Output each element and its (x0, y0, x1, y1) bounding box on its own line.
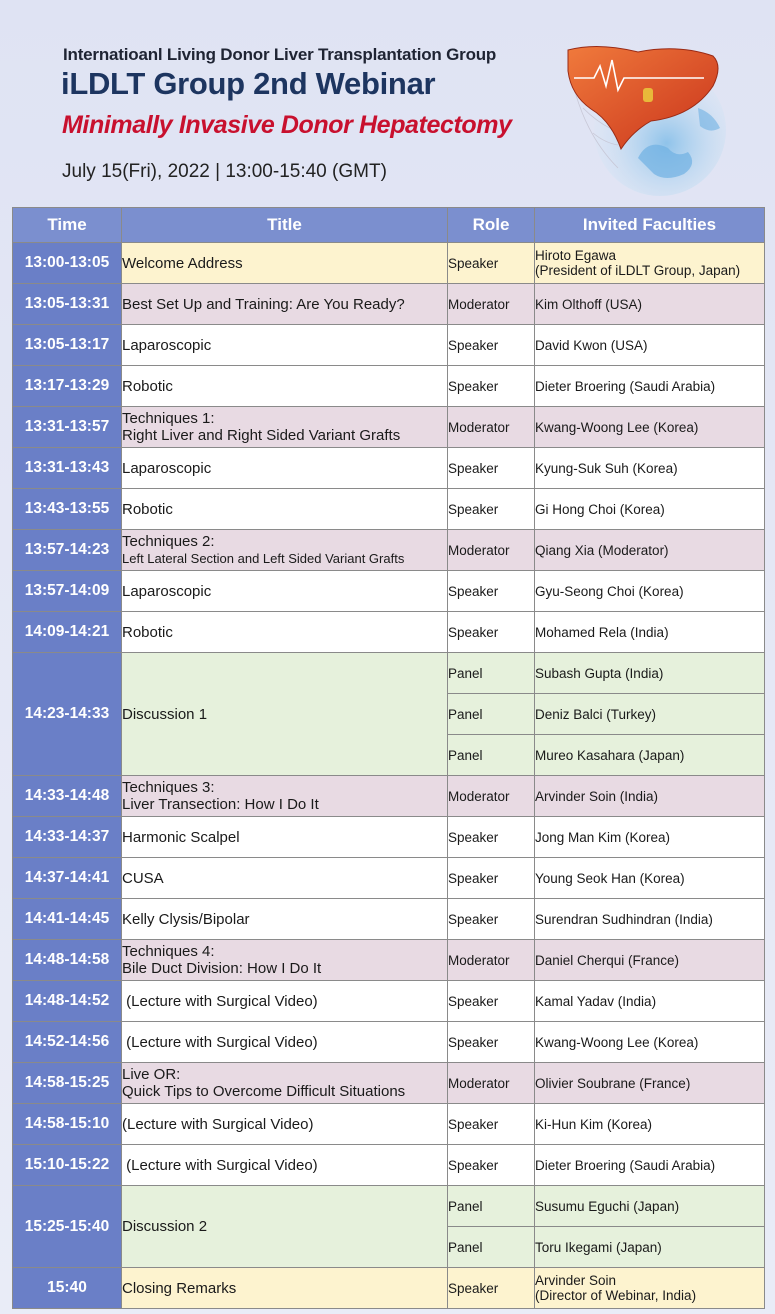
row-role: Moderator (448, 1063, 535, 1104)
row-title (122, 940, 448, 981)
row-title (122, 899, 448, 940)
webinar-subtitle: Minimally Invasive Donor Hepatectomy (62, 111, 512, 139)
row-role: Speaker (448, 1268, 535, 1309)
page-header (0, 0, 775, 205)
faculty-line: (President of iLDLT Group, Japan) (535, 263, 741, 278)
row-role: Speaker (448, 899, 535, 940)
row-faculty: Dieter Broering (Saudi Arabia) (535, 1145, 765, 1186)
title-line: (Lecture with Surgical Video) (122, 992, 318, 1010)
row-role: Panel (448, 653, 535, 694)
faculty-line: Arvinder Soin (535, 1273, 617, 1288)
row-time: 13:57-14:09 (13, 571, 122, 612)
row-faculty: Deniz Balci (Turkey) (535, 694, 765, 735)
title-line: Techniques 3: (122, 779, 215, 796)
title-line: Techniques 1: (122, 410, 215, 427)
row-role: Speaker (448, 1145, 535, 1186)
row-time: 14:58-15:25 (13, 1063, 122, 1104)
row-time: 13:00-13:05 (13, 243, 122, 284)
title-line: Techniques 2: (122, 533, 215, 550)
row-time: 14:48-14:58 (13, 940, 122, 981)
header-title: Title (122, 208, 448, 243)
row-role: Speaker (448, 489, 535, 530)
row-faculty: Kwang-Woong Lee (Korea) (535, 1022, 765, 1063)
organization-name: Internatioanl Living Donor Liver Transplantation Group (63, 45, 497, 64)
header-role: Role (448, 208, 535, 243)
title-line: CUSA (122, 869, 164, 887)
row-role: Speaker (448, 817, 535, 858)
row-time: 13:31-13:57 (13, 407, 122, 448)
row-time: 15:10-15:22 (13, 1145, 122, 1186)
row-title (122, 284, 448, 325)
row-time: 14:58-15:10 (13, 1104, 122, 1145)
row-role: Panel (448, 694, 535, 735)
table-row (13, 448, 765, 489)
row-role: Moderator (448, 407, 535, 448)
table-row (13, 899, 765, 940)
row-time: 14:48-14:52 (13, 981, 122, 1022)
row-title (122, 243, 448, 284)
row-time: 15:40 (13, 1268, 122, 1309)
row-faculty: Kwang-Woong Lee (Korea) (535, 407, 765, 448)
title-line: Welcome Address (122, 254, 243, 272)
title-line: Techniques 4: (122, 943, 215, 960)
row-role: Panel (448, 1186, 535, 1227)
table-row (13, 1022, 765, 1063)
row-title (122, 448, 448, 489)
row-role: Speaker (448, 366, 535, 407)
title-line: Liver Transection: How I Do It (122, 796, 319, 813)
row-role: Speaker (448, 448, 535, 489)
row-faculty: Ki-Hun Kim (Korea) (535, 1104, 765, 1145)
title-line: (Lecture with Surgical Video) (122, 1033, 318, 1051)
row-faculty (535, 1268, 765, 1309)
row-title (122, 325, 448, 366)
row-title (122, 1104, 448, 1145)
liver-globe-logo (548, 38, 738, 198)
row-faculty (535, 243, 765, 284)
table-header-row (13, 208, 765, 243)
row-time: 13:17-13:29 (13, 366, 122, 407)
row-title (122, 858, 448, 899)
row-role: Moderator (448, 530, 535, 571)
table-row (13, 407, 765, 448)
row-time: 13:43-13:55 (13, 489, 122, 530)
row-title (122, 1186, 448, 1268)
title-line: Laparoscopic (122, 459, 212, 477)
row-time: 14:23-14:33 (13, 653, 122, 776)
table-row (13, 1186, 765, 1227)
table-row (13, 940, 765, 981)
table-row (13, 776, 765, 817)
row-role: Moderator (448, 284, 535, 325)
table-row (13, 243, 765, 284)
row-role: Speaker (448, 1022, 535, 1063)
row-title (122, 366, 448, 407)
title-line: Robotic (122, 500, 173, 518)
row-role: Speaker (448, 981, 535, 1022)
row-time: 14:41-14:45 (13, 899, 122, 940)
row-time: 13:57-14:23 (13, 530, 122, 571)
title-line: Discussion 2 (122, 1218, 208, 1235)
row-faculty: Gyu-Seong Choi (Korea) (535, 571, 765, 612)
row-title (122, 1145, 448, 1186)
row-faculty: David Kwon (USA) (535, 325, 765, 366)
header-faculties: Invited Faculties (535, 208, 765, 243)
row-role: Speaker (448, 858, 535, 899)
title-line: Harmonic Scalpel (122, 828, 240, 846)
row-role: Speaker (448, 571, 535, 612)
title-line: (Lecture with Surgical Video) (122, 1115, 314, 1133)
row-title (122, 407, 448, 448)
row-title (122, 1268, 448, 1309)
row-role: Speaker (448, 243, 535, 284)
faculty-line: (Director of Webinar, India) (535, 1288, 697, 1303)
row-faculty: Mohamed Rela (India) (535, 612, 765, 653)
row-time: 14:37-14:41 (13, 858, 122, 899)
title-line: Laparoscopic (122, 336, 212, 354)
table-row (13, 571, 765, 612)
title-line: Robotic (122, 623, 173, 641)
row-faculty: Toru Ikegami (Japan) (535, 1227, 765, 1268)
title-line: Right Liver and Right Sided Variant Grafts (122, 427, 401, 444)
table-row (13, 612, 765, 653)
table-row (13, 284, 765, 325)
title-line: Kelly Clysis/Bipolar (122, 910, 250, 928)
table-row (13, 530, 765, 571)
table-row (13, 1104, 765, 1145)
row-faculty: Kamal Yadav (India) (535, 981, 765, 1022)
table-row (13, 489, 765, 530)
faculty-line: Hiroto Egawa (535, 248, 617, 263)
row-role: Speaker (448, 1104, 535, 1145)
row-time: 14:33-14:37 (13, 817, 122, 858)
title-line: Best Set Up and Training: Are You Ready? (122, 295, 405, 313)
row-time: 13:31-13:43 (13, 448, 122, 489)
title-line: Robotic (122, 377, 173, 395)
title-line: Discussion 1 (122, 705, 208, 723)
row-faculty: Qiang Xia (Moderator) (535, 530, 765, 571)
row-title (122, 1022, 448, 1063)
row-role: Speaker (448, 325, 535, 366)
header-time: Time (13, 208, 122, 243)
row-faculty: Susumu Eguchi (Japan) (535, 1186, 765, 1227)
table-row (13, 1268, 765, 1309)
row-title (122, 571, 448, 612)
row-title (122, 653, 448, 776)
row-time: 14:52-14:56 (13, 1022, 122, 1063)
row-role: Panel (448, 735, 535, 776)
webinar-date: July 15(Fri), 2022 | 13:00-15:40 (GMT) (62, 161, 387, 182)
row-faculty: Kyung-Suk Suh (Korea) (535, 448, 765, 489)
title-line: Live OR: (122, 1066, 181, 1083)
table-row (13, 653, 765, 694)
title-line: Left Lateral Section and Left Sided Variant Grafts (122, 551, 405, 566)
row-role: Moderator (448, 940, 535, 981)
row-faculty: Kim Olthoff (USA) (535, 284, 765, 325)
row-time: 13:05-13:17 (13, 325, 122, 366)
row-title (122, 612, 448, 653)
webinar-title: iLDLT Group 2nd Webinar (61, 66, 436, 101)
row-time: 15:25-15:40 (13, 1186, 122, 1268)
row-faculty: Gi Hong Choi (Korea) (535, 489, 765, 530)
row-role: Moderator (448, 776, 535, 817)
row-title (122, 530, 448, 571)
table-row (13, 1145, 765, 1186)
table-row (13, 981, 765, 1022)
row-faculty: Mureo Kasahara (Japan) (535, 735, 765, 776)
row-time: 14:09-14:21 (13, 612, 122, 653)
table-row (13, 1063, 765, 1104)
row-title (122, 981, 448, 1022)
schedule-table (12, 207, 765, 1309)
title-line: Bile Duct Division: How I Do It (122, 960, 322, 977)
table-row (13, 366, 765, 407)
row-faculty: Dieter Broering (Saudi Arabia) (535, 366, 765, 407)
row-time: 14:33-14:48 (13, 776, 122, 817)
table-row (13, 858, 765, 899)
row-title (122, 489, 448, 530)
title-line: Quick Tips to Overcome Difficult Situations (122, 1083, 406, 1100)
row-faculty: Surendran Sudhindran (India) (535, 899, 765, 940)
row-faculty: Olivier Soubrane (France) (535, 1063, 765, 1104)
row-title (122, 776, 448, 817)
row-time: 13:05-13:31 (13, 284, 122, 325)
row-faculty: Arvinder Soin (India) (535, 776, 765, 817)
row-title (122, 817, 448, 858)
title-line: Laparoscopic (122, 582, 212, 600)
title-line: (Lecture with Surgical Video) (122, 1156, 318, 1174)
table-row (13, 325, 765, 366)
row-faculty: Subash Gupta (India) (535, 653, 765, 694)
row-faculty: Daniel Cherqui (France) (535, 940, 765, 981)
table-row (13, 817, 765, 858)
row-role: Panel (448, 1227, 535, 1268)
row-title (122, 1063, 448, 1104)
row-faculty: Jong Man Kim (Korea) (535, 817, 765, 858)
title-line: Closing Remarks (122, 1279, 237, 1297)
row-role: Speaker (448, 612, 535, 653)
row-faculty: Young Seok Han (Korea) (535, 858, 765, 899)
